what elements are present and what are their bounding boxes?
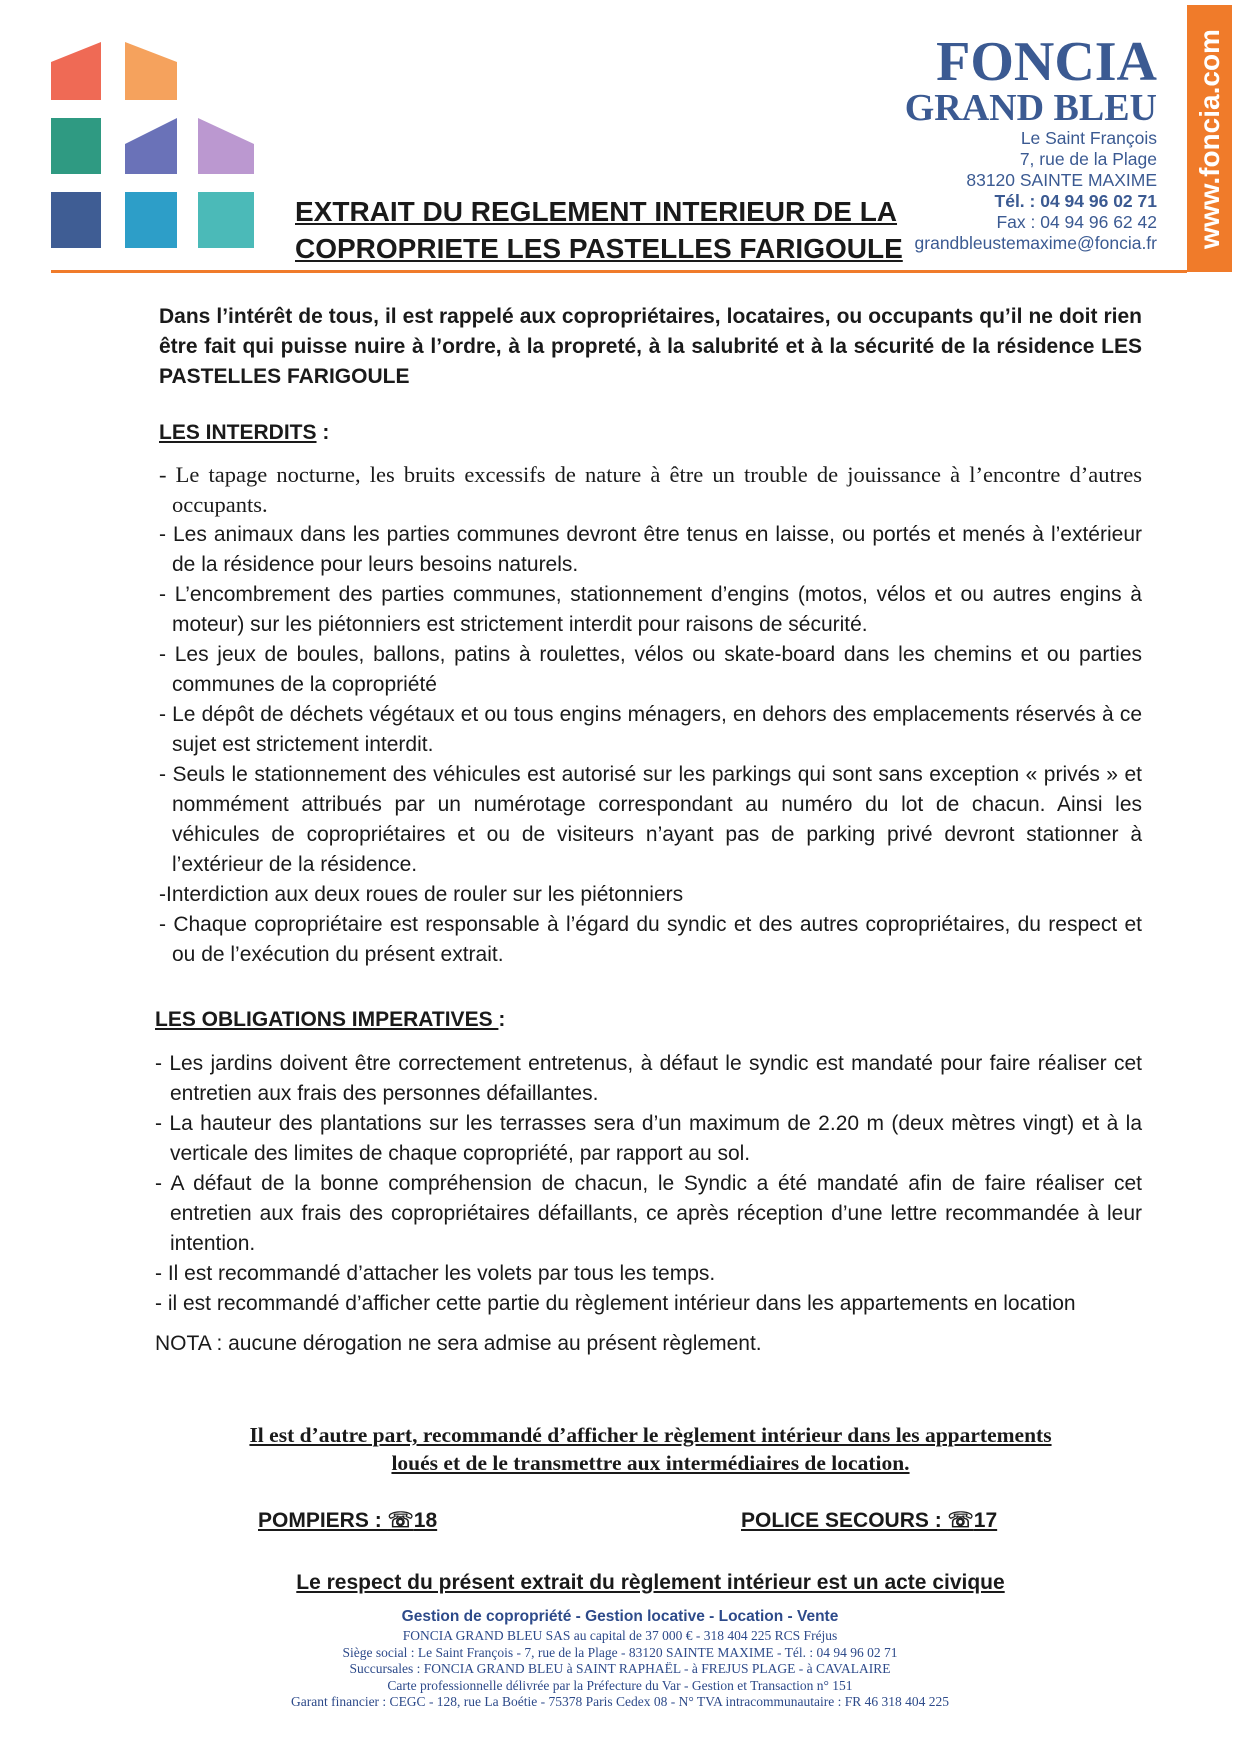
list-item: - Les jeux de boules, ballons, patins à roulettes, vélos ou skate-board dans les chemins et ou parties communes de la copropriété (159, 643, 1142, 696)
list-item: - Il est recommandé d’attacher les volets par tous les temps. (155, 1262, 716, 1285)
title-line: EXTRAIT DU REGLEMENT INTERIEUR DE LA (295, 196, 898, 227)
header-divider (51, 270, 1187, 273)
address-line: 83120 SAINTE MAXIME (966, 170, 1157, 190)
list-item: - il est recommandé d’afficher cette partie du règlement intérieur dans les appartements en location (155, 1292, 1076, 1315)
list-item: - Seuls le stationnement des véhicules est autorisé sur les parkings qui sont sans exception « privés » et nommément attribués par un numérotage correspondant au numéro du lot de chacun. Ainsi les véhicules de copropriétaires et ou de visiteurs n’ayant pas de parking privé devront stationner à l’extérieur de la résidence. (159, 763, 1142, 876)
phone-icon: ☏ (947, 1509, 974, 1532)
recommendation-line: loués et de le transmettre aux intermédiaires de location. (391, 1451, 910, 1475)
brand-subname: GRAND BLEU (904, 87, 1157, 129)
email: grandbleustemaxime@foncia.fr (914, 233, 1157, 253)
fax: Fax : 04 94 96 62 42 (996, 212, 1157, 232)
website: www.foncia.com (1193, 28, 1225, 249)
brand-name: FONCIA (936, 31, 1157, 93)
label: POMPIERS : (258, 1509, 388, 1532)
list-item: - Le dépôt de déchets végétaux et ou tous engins ménagers, en dehors des emplacements réservés à ce sujet est strictement interdit. (159, 703, 1142, 756)
colon: : (498, 1008, 506, 1031)
number: 18 (413, 1509, 438, 1532)
footer (0, 1606, 1240, 1711)
list-item: - Le tapage nocturne, les bruits excessifs de nature à être un trouble de jouissance à l’encontre d’autres occupants. (159, 462, 1142, 517)
agency-contact (915, 128, 1157, 254)
pompiers-number (258, 1508, 437, 1533)
recommendation-line: Il est d’autre part, recommandé d’afficher le règlement intérieur dans les appartements (249, 1423, 1052, 1447)
recommendation-note (159, 1421, 1142, 1477)
footer-line: Garant financier : CEGC - 128, rue La Boétie - 75378 Paris Cedex 08 - N° TVA intracommunautaire : FR 46 318 404 225 (290, 1694, 950, 1709)
footer-line: Carte professionnelle délivrée par la Préfecture du Var - Gestion et Transaction n° 151 (387, 1677, 853, 1693)
interdits-section (159, 418, 1142, 970)
phone: Tél. : 04 94 96 02 71 (994, 191, 1157, 211)
nota: NOTA : aucune dérogation ne sera admise au présent règlement. (155, 1332, 762, 1355)
intro-paragraph: Dans l’intérêt de tous, il est rappelé aux copropriétaires, locataires, ou occupants qu’il ne doit rien être fait qui puisse nuire à l’ordre, à la propreté, à la salubrité et à la sécurité de la résidence LES PASTELLES FARIGOULE (159, 305, 1142, 388)
colon: : (316, 421, 330, 444)
address-line: Le Saint François (1020, 128, 1157, 148)
house-logo-icon (51, 42, 257, 250)
title-line: COPROPRIETE LES PASTELLES FARIGOULE (295, 233, 903, 264)
services: Gestion de copropriété - Gestion locative - Location - Vente (401, 1608, 839, 1625)
phone-icon: ☏ (387, 1509, 414, 1532)
footer-line: FONCIA GRAND BLEU SAS au capital de 37 000 € - 318 404 225 RCS Fréjus (402, 1628, 838, 1643)
website-band (1187, 5, 1232, 272)
label: POLICE SECOURS : (741, 1509, 948, 1532)
section-heading: LES OBLIGATIONS IMPERATIVES (155, 1008, 499, 1031)
list-item: - A défaut de la bonne compréhension de chacun, le Syndic a été mandaté afin de faire réaliser cet entretien aux frais des copropriétaires défaillants, ce après réception d’une lettre recommandée à leur intention. (155, 1172, 1142, 1255)
address-line: 7, rue de la Plage (1019, 149, 1157, 169)
police-number (741, 1508, 997, 1533)
section-heading: LES INTERDITS (159, 421, 317, 444)
list-item: - La hauteur des plantations sur les terrasses sera d’un maximum de 2.20 m (deux mètres vingt) et à la verticale des limites de chaque copropriété, par rapport au sol. (155, 1112, 1142, 1165)
footer-line: Succursales : FONCIA GRAND BLEU à SAINT RAPHAËL - à FREJUS PLAGE - à CAVALAIRE (349, 1661, 891, 1676)
obligations-section (155, 1005, 1142, 1359)
list-item: -Interdiction aux deux roues de rouler sur les piétonniers (159, 883, 684, 906)
number: 17 (973, 1509, 998, 1532)
list-item: - Chaque copropriétaire est responsable à l’égard du syndic et des autres copropriétaires, du respect et ou de l’exécution du présent extrait. (159, 913, 1142, 966)
footer-line: Siège social : Le Saint François - 7, rue de la Plage - 83120 SAINTE MAXIME - Tél. : 04 94 96 02 71 (342, 1644, 898, 1660)
document-title (295, 193, 903, 267)
list-item: - L’encombrement des parties communes, stationnement d’engins (motos, vélos et ou autres engins à moteur) sur les piétonniers est strictement interdit pour raisons de sécurité. (159, 583, 1142, 636)
list-item: - Les jardins doivent être correctement entretenus, à défaut le syndic est mandaté pour faire réaliser cet entretien aux frais des personnes défaillantes. (155, 1052, 1142, 1105)
civic-statement: Le respect du présent extrait du règlement intérieur est un acte civique (296, 1571, 1005, 1594)
list-item: - Les animaux dans les parties communes devront être tenus en laisse, ou portés et menés à l’extérieur de la résidence pour leurs besoins naturels. (159, 523, 1142, 576)
